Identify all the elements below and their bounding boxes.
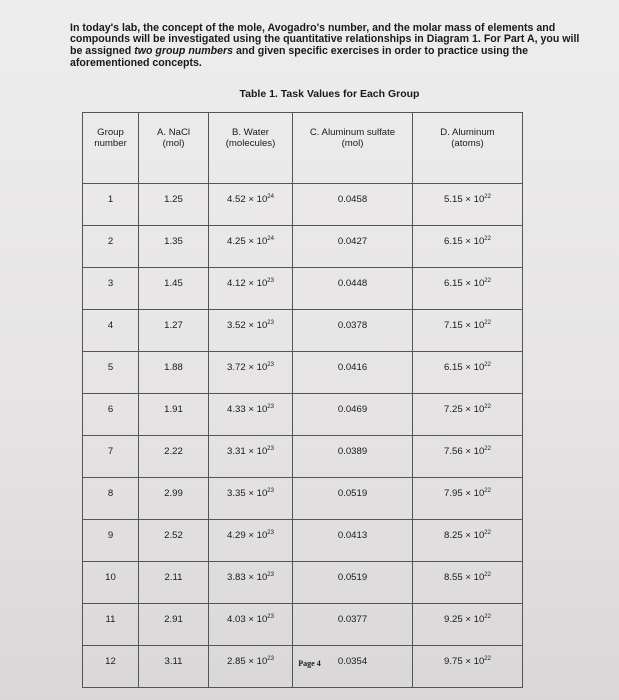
aluminum-mantissa: 6.15 × 10 — [444, 362, 485, 373]
water-cell — [209, 562, 293, 604]
aluminum-mantissa: 7.25 × 10 — [444, 404, 485, 415]
nacl-cell — [139, 478, 209, 520]
aluminum-exponent: 22 — [484, 278, 491, 284]
water-mantissa: 3.35 × 10 — [227, 488, 268, 499]
column-header-line2: (atoms) — [451, 138, 484, 149]
nacl-value: 1.25 — [164, 194, 183, 205]
aluminum-sulfate-cell — [293, 268, 413, 310]
water-mantissa: 4.52 × 10 — [227, 194, 268, 205]
aluminum-sulfate-value: 0.0416 — [337, 362, 368, 373]
aluminum-sulfate-value: 0.0458 — [337, 194, 368, 205]
column-header — [413, 113, 523, 184]
group-number: 2 — [107, 236, 114, 247]
nacl-value: 2.99 — [164, 488, 183, 499]
column-header-line1: A. NaCl — [156, 127, 191, 138]
water-exponent: 23 — [267, 572, 274, 578]
aluminum-cell — [413, 478, 523, 520]
aluminum-mantissa: 6.15 × 10 — [444, 278, 485, 289]
aluminum-exponent: 22 — [484, 404, 491, 410]
aluminum-sulfate-value: 0.0354 — [337, 656, 368, 667]
table-row — [83, 226, 523, 268]
aluminum-mantissa: 8.55 × 10 — [444, 572, 485, 583]
water-cell — [209, 226, 293, 268]
aluminum-sulfate-cell — [293, 520, 413, 562]
group-number-cell — [83, 268, 139, 310]
table-row — [83, 184, 523, 226]
water-mantissa: 3.31 × 10 — [227, 446, 268, 457]
water-mantissa: 4.12 × 10 — [227, 278, 268, 289]
column-header — [209, 113, 293, 184]
aluminum-sulfate-value: 0.0427 — [337, 236, 368, 247]
group-number: 1 — [107, 194, 114, 205]
water-exponent: 24 — [267, 236, 274, 242]
aluminum-sulfate-cell — [293, 478, 413, 520]
water-mantissa: 2.85 × 10 — [227, 656, 268, 667]
water-cell — [209, 520, 293, 562]
group-number: 4 — [107, 320, 114, 331]
group-number: 8 — [107, 488, 114, 499]
intro-text-2: and given specific exercises in order to practice using the aforementioned concepts. — [70, 45, 529, 69]
table-row — [83, 520, 523, 562]
table-row — [83, 436, 523, 478]
aluminum-mantissa: 7.15 × 10 — [444, 320, 485, 331]
aluminum-sulfate-value: 0.0413 — [337, 530, 368, 541]
column-header-line2: (molecules) — [225, 138, 276, 149]
water-mantissa: 3.52 × 10 — [227, 320, 268, 331]
intro-paragraph — [70, 23, 590, 70]
nacl-cell — [139, 352, 209, 394]
aluminum-exponent: 22 — [484, 572, 491, 578]
table-body — [83, 184, 523, 688]
table-caption: Table 1. Task Values for Each Group — [239, 88, 420, 100]
aluminum-sulfate-value: 0.0519 — [337, 488, 368, 499]
water-exponent: 23 — [267, 614, 274, 620]
aluminum-mantissa: 6.15 × 10 — [444, 236, 485, 247]
table-row — [83, 310, 523, 352]
nacl-value: 1.91 — [164, 404, 183, 415]
water-cell — [209, 268, 293, 310]
aluminum-mantissa: 7.56 × 10 — [444, 446, 485, 457]
aluminum-exponent: 22 — [484, 362, 491, 368]
column-header-line2: number — [94, 138, 127, 149]
aluminum-cell — [413, 226, 523, 268]
table-row — [83, 352, 523, 394]
water-cell — [209, 394, 293, 436]
aluminum-sulfate-cell — [293, 562, 413, 604]
nacl-value: 2.11 — [164, 572, 183, 583]
aluminum-exponent: 22 — [484, 194, 491, 200]
nacl-value: 1.88 — [164, 362, 183, 373]
aluminum-sulfate-value: 0.0448 — [337, 278, 368, 289]
nacl-cell — [139, 184, 209, 226]
group-number-cell — [83, 394, 139, 436]
water-exponent: 23 — [267, 278, 274, 284]
group-number-cell — [83, 352, 139, 394]
group-number-cell — [83, 436, 139, 478]
aluminum-mantissa: 5.15 × 10 — [444, 194, 485, 205]
water-exponent: 23 — [267, 488, 274, 494]
nacl-cell — [139, 520, 209, 562]
aluminum-cell — [413, 352, 523, 394]
water-cell — [209, 184, 293, 226]
group-number-cell — [83, 226, 139, 268]
nacl-cell — [139, 268, 209, 310]
nacl-cell — [139, 310, 209, 352]
aluminum-cell — [413, 436, 523, 478]
water-mantissa: 4.03 × 10 — [227, 614, 268, 625]
nacl-value: 2.22 — [164, 446, 183, 457]
aluminum-cell — [413, 184, 523, 226]
aluminum-mantissa: 9.25 × 10 — [444, 614, 485, 625]
table-row — [83, 478, 523, 520]
aluminum-sulfate-cell — [293, 352, 413, 394]
column-header — [83, 113, 139, 184]
aluminum-cell — [413, 310, 523, 352]
column-header-line1: D. Aluminum — [440, 127, 495, 138]
aluminum-cell — [413, 520, 523, 562]
table-row — [83, 394, 523, 436]
aluminum-sulfate-value: 0.0378 — [337, 320, 368, 331]
water-cell — [209, 352, 293, 394]
group-number: 6 — [107, 404, 114, 415]
group-number: 7 — [107, 446, 114, 457]
nacl-value: 3.11 — [164, 656, 183, 667]
column-header-line1: Group — [97, 127, 124, 138]
aluminum-exponent: 22 — [484, 656, 491, 662]
aluminum-sulfate-cell — [293, 394, 413, 436]
aluminum-sulfate-value: 0.0389 — [337, 446, 368, 457]
water-exponent: 23 — [267, 362, 274, 368]
water-mantissa: 4.25 × 10 — [227, 236, 268, 247]
group-number-cell — [83, 562, 139, 604]
nacl-value: 1.35 — [164, 236, 183, 247]
column-header — [139, 113, 209, 184]
aluminum-sulfate-value: 0.0469 — [337, 404, 368, 415]
task-values-table — [82, 112, 523, 688]
water-mantissa: 4.29 × 10 — [227, 530, 268, 541]
aluminum-mantissa: 9.75 × 10 — [444, 656, 485, 667]
group-number: 5 — [107, 362, 114, 373]
column-header-line2: (mol) — [162, 138, 185, 149]
aluminum-exponent: 22 — [484, 530, 491, 536]
group-number: 9 — [107, 530, 114, 541]
aluminum-mantissa: 8.25 × 10 — [444, 530, 485, 541]
column-header-line1: B. Water — [232, 127, 269, 138]
aluminum-sulfate-value: 0.0519 — [337, 572, 368, 583]
aluminum-sulfate-cell — [293, 436, 413, 478]
column-header-line2: (mol) — [341, 138, 364, 149]
group-number: 10 — [105, 572, 116, 583]
water-mantissa: 4.33 × 10 — [227, 404, 268, 415]
water-mantissa: 3.83 × 10 — [227, 572, 268, 583]
nacl-cell — [139, 436, 209, 478]
nacl-cell — [139, 226, 209, 268]
nacl-cell — [139, 562, 209, 604]
water-mantissa: 3.72 × 10 — [227, 362, 268, 373]
aluminum-cell — [413, 394, 523, 436]
nacl-cell — [139, 394, 209, 436]
aluminum-sulfate-value: 0.0377 — [337, 614, 368, 625]
aluminum-exponent: 22 — [484, 614, 491, 620]
aluminum-exponent: 22 — [484, 488, 491, 494]
aluminum-sulfate-cell — [293, 310, 413, 352]
aluminum-cell — [413, 604, 523, 646]
aluminum-cell — [413, 562, 523, 604]
aluminum-sulfate-cell — [293, 226, 413, 268]
group-number-cell — [83, 184, 139, 226]
aluminum-sulfate-cell — [293, 184, 413, 226]
water-cell — [209, 478, 293, 520]
water-exponent: 23 — [267, 320, 274, 326]
group-number: 3 — [107, 278, 114, 289]
group-number-cell — [83, 478, 139, 520]
nacl-cell — [139, 604, 209, 646]
aluminum-exponent: 22 — [484, 446, 491, 452]
water-exponent: 23 — [267, 530, 274, 536]
aluminum-mantissa: 7.95 × 10 — [444, 488, 485, 499]
aluminum-sulfate-cell — [293, 604, 413, 646]
nacl-value: 2.91 — [164, 614, 183, 625]
group-number-cell — [83, 604, 139, 646]
group-number: 12 — [105, 656, 116, 667]
intro-text-1: In today's lab, the concept of the mole, Avogadro's number, and the molar mass of elements and compounds will be investigated using the quantitative relationships in Diagram 1. For Part A, you will be assigned — [70, 21, 580, 58]
table-row — [83, 562, 523, 604]
water-cell — [209, 310, 293, 352]
water-exponent: 23 — [267, 656, 274, 662]
water-cell — [209, 604, 293, 646]
table-row — [83, 268, 523, 310]
page-number-label: Page 4 — [298, 659, 321, 668]
nacl-value: 1.27 — [164, 320, 183, 331]
column-header-line1: C. Aluminum sulfate — [309, 127, 396, 138]
group-number-cell — [83, 520, 139, 562]
group-number: 11 — [105, 614, 116, 625]
aluminum-exponent: 22 — [484, 320, 491, 326]
intro-emphasis: two group numbers — [134, 45, 234, 58]
page-number — [0, 659, 619, 668]
water-exponent: 23 — [267, 446, 274, 452]
table-header-row — [83, 113, 523, 184]
water-exponent: 23 — [267, 404, 274, 410]
nacl-value: 2.52 — [164, 530, 183, 541]
table-row — [83, 604, 523, 646]
water-exponent: 24 — [267, 194, 274, 200]
group-number-cell — [83, 310, 139, 352]
column-header — [293, 113, 413, 184]
aluminum-exponent: 22 — [484, 236, 491, 242]
water-cell — [209, 436, 293, 478]
nacl-value: 1.45 — [164, 278, 183, 289]
aluminum-cell — [413, 268, 523, 310]
